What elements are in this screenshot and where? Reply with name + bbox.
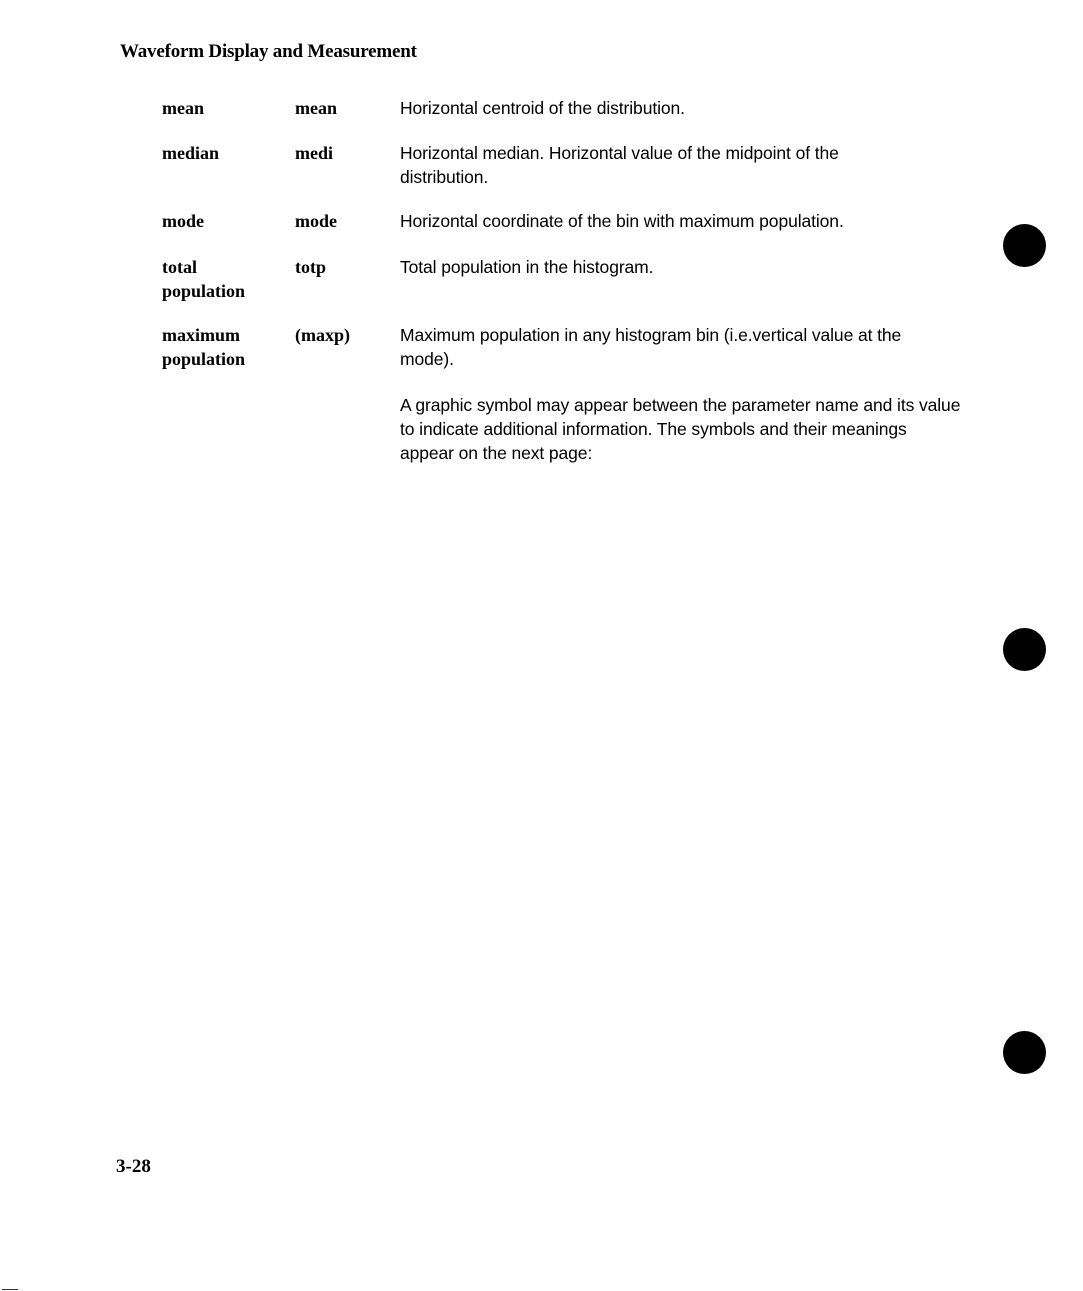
binder-hole-top (1003, 224, 1046, 267)
parameter-abbreviation: medi (295, 143, 333, 163)
parameter-abbreviation: mode (295, 211, 337, 231)
parameter-description: Horizontal centroid of the distribution. (400, 98, 685, 118)
parameter-name: mean (162, 98, 204, 118)
parameter-description: Horizontal coordinate of the bin with maximum population. (400, 211, 844, 231)
parameter-name: median (162, 143, 220, 163)
parameter-abbreviation: (maxp) (295, 325, 350, 345)
parameter-description: Total population in the histogram. (400, 257, 654, 277)
parameter-abbreviation: totp (295, 257, 326, 277)
parameter-abbreviation: mean (295, 98, 337, 118)
parameter-name: mode (162, 211, 204, 231)
binder-hole-bottom (1003, 1031, 1046, 1074)
scan-edge-mark (2, 1289, 18, 1290)
parameter-name: total population (162, 257, 246, 301)
parameter-description: Horizontal median. Horizontal value of the midpoint of the distribution. (400, 143, 839, 187)
parameter-description: Maximum population in any histogram bin (i.e.vertical value at the mode). (400, 325, 902, 369)
parameter-name: maximum population (162, 325, 246, 369)
page-number: 3-28 (116, 1156, 151, 1177)
page-header: Waveform Display and Measurement (120, 41, 417, 62)
symbol-note-paragraph: A graphic symbol may appear between the parameter name and its value to indicate additional information. The symbols and their meanings appear on the next page: (400, 395, 961, 463)
binder-hole-middle (1003, 628, 1046, 671)
